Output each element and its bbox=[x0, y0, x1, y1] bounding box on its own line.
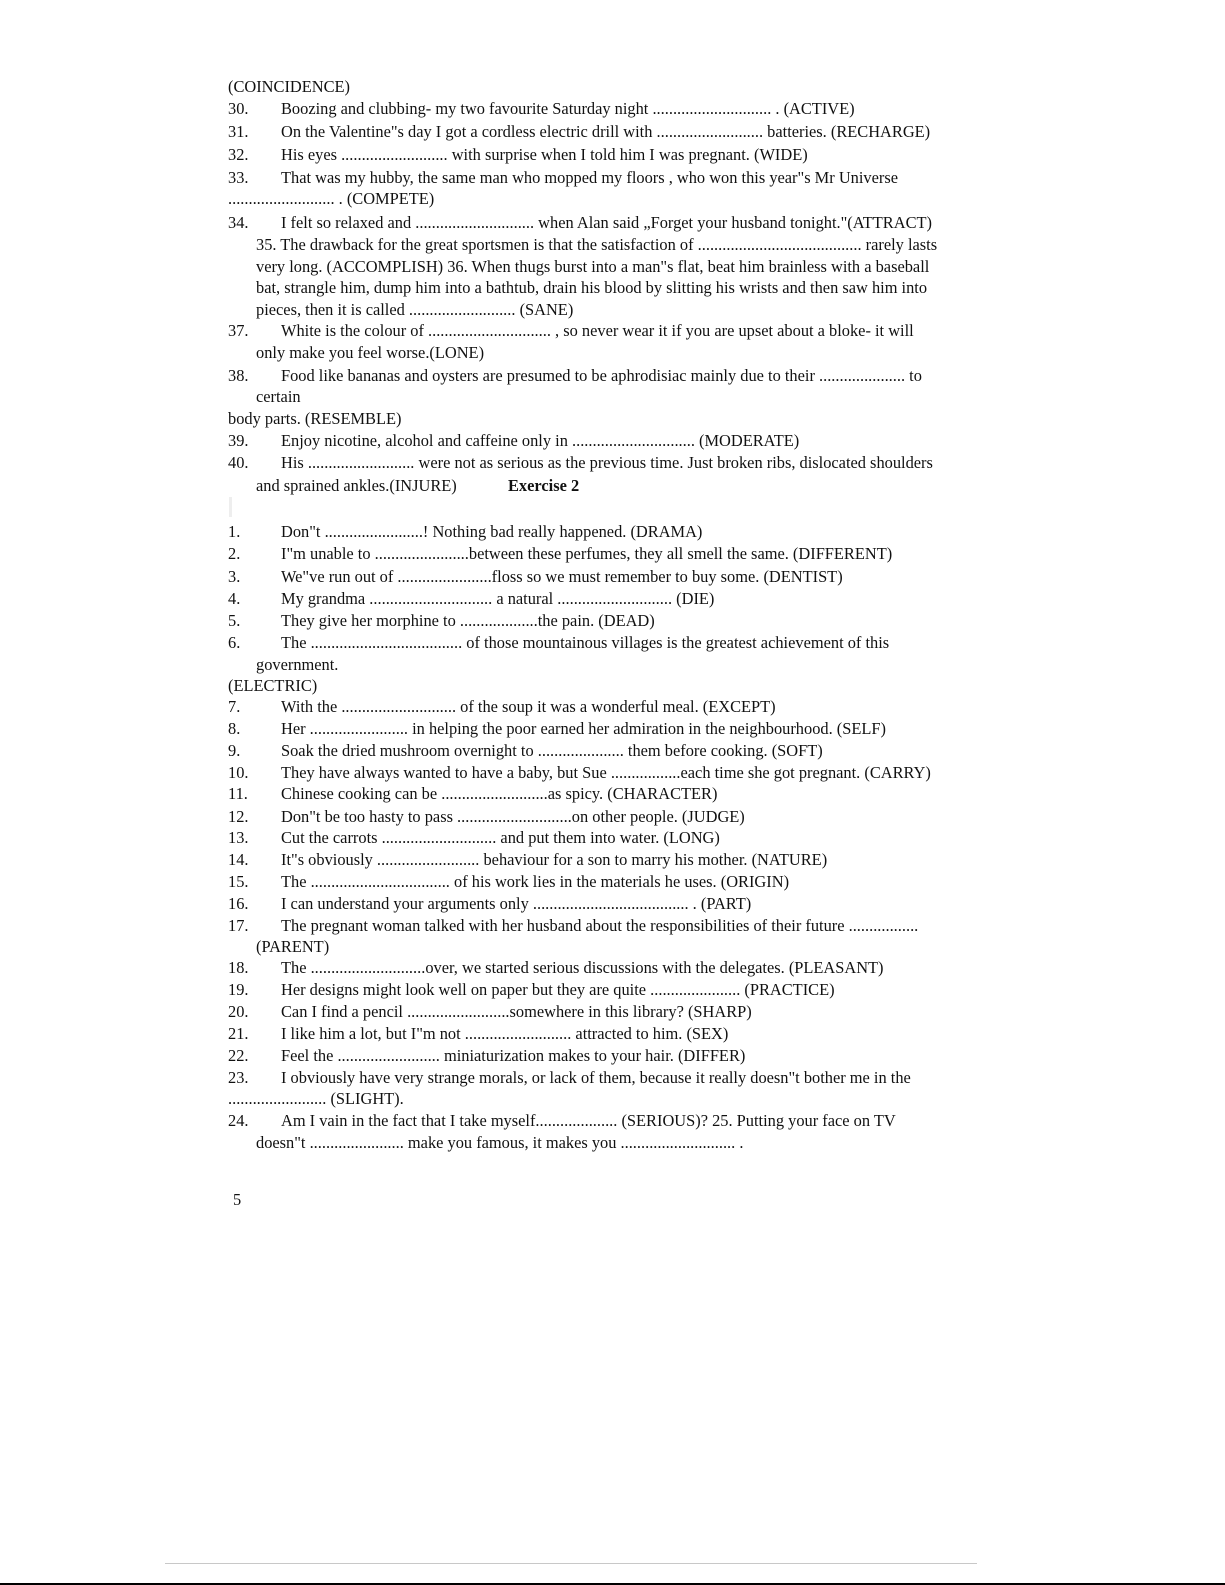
item-text-continued: .......................... . (COMPETE) bbox=[228, 189, 435, 208]
item-text: Food like bananas and oysters are presumed to be aphrodisiac mainly due to their ..................... to bbox=[281, 366, 922, 385]
item-number: 32. bbox=[228, 145, 249, 164]
item-text: I can understand your arguments only ...................................... . (PART) bbox=[281, 894, 752, 913]
item-number: 18. bbox=[228, 958, 249, 977]
item-text-continued: doesn"t ....................... make you famous, it makes you ............................ . bbox=[256, 1133, 744, 1152]
item-text-continued: only make you feel worse.(LONE) bbox=[256, 343, 485, 362]
item-number: 19. bbox=[228, 980, 249, 999]
paragraph-line: 35. The drawback for the great sportsmen is that the satisfaction of ........................................ rarely lasts bbox=[256, 235, 938, 254]
item-text: I obviously have very strange morals, or lack of them, because it really doesn"t bother me in the bbox=[281, 1068, 911, 1087]
item-number: 8. bbox=[228, 719, 241, 738]
item-number: 7. bbox=[228, 697, 241, 716]
item-text: My grandma .............................. a natural ............................ (DIE) bbox=[281, 589, 715, 608]
item-text: Soak the dried mushroom overnight to ..................... them before cooking. (SOFT) bbox=[281, 741, 823, 760]
item-text: The pregnant woman talked with her husband about the responsibilities of their future ................. bbox=[281, 916, 919, 935]
item-number: 15. bbox=[228, 872, 249, 891]
item-text: Her designs might look well on paper but they are quite ...................... (PRACTICE) bbox=[281, 980, 835, 999]
item-text: On the Valentine"s day I got a cordless electric drill with .......................... batteries. (RECHARGE) bbox=[281, 122, 931, 141]
item-text: It"s obviously ......................... behaviour for a son to marry his mother. (NATURE) bbox=[281, 850, 828, 869]
item-number: 1. bbox=[228, 522, 241, 541]
item-text: I felt so relaxed and ............................. when Alan said „Forget your husband tonight."(ATTRACT) bbox=[281, 213, 932, 232]
item-number: 12. bbox=[228, 807, 249, 826]
item-text: The ..................................... of those mountainous villages is the greatest achievement of this bbox=[281, 633, 890, 652]
item-text-continued: (ELECTRIC) bbox=[228, 676, 318, 695]
item-text: I like him a lot, but I"m not .......................... attracted to him. (SEX) bbox=[281, 1024, 729, 1043]
paragraph-line: pieces, then it is called .......................... (SANE) bbox=[256, 300, 574, 319]
item-text: Enjoy nicotine, alcohol and caffeine only in .............................. (MODERATE) bbox=[281, 431, 800, 450]
item-text: Don"t ........................! Nothing bad really happened. (DRAMA) bbox=[281, 522, 703, 541]
item-number: 40. bbox=[228, 453, 249, 472]
item-number: 24. bbox=[228, 1111, 249, 1130]
item-number: 9. bbox=[228, 741, 241, 760]
scan-artifact bbox=[229, 497, 232, 517]
page-divider bbox=[165, 1563, 977, 1564]
item-number: 2. bbox=[228, 544, 241, 563]
item-text: Can I find a pencil .........................somewhere in this library? (SHARP) bbox=[281, 1002, 752, 1021]
item-text: Feel the ......................... miniaturization makes to your hair. (DIFFER) bbox=[281, 1046, 746, 1065]
item-text: I"m unable to .......................between these perfumes, they all smell the same. (DIFFERENT) bbox=[281, 544, 893, 563]
item-number: 30. bbox=[228, 99, 249, 118]
item-text-continued: body parts. (RESEMBLE) bbox=[228, 409, 402, 428]
item-text: Her ........................ in helping the poor earned her admiration in the neighbourhood. (SELF) bbox=[281, 719, 886, 738]
item-number: 17. bbox=[228, 916, 249, 935]
item-number: 21. bbox=[228, 1024, 249, 1043]
item-text: That was my hubby, the same man who mopped my floors , who won this year"s Mr Universe bbox=[281, 168, 898, 187]
page-number: 5 bbox=[233, 1190, 242, 1209]
item-number: 20. bbox=[228, 1002, 249, 1021]
item-text: Am I vain in the fact that I take myself.................... (SERIOUS)? 25. Putting your face on TV bbox=[281, 1111, 896, 1130]
item-number: 23. bbox=[228, 1068, 249, 1087]
item-number: 5. bbox=[228, 611, 241, 630]
item-number: 13. bbox=[228, 828, 249, 847]
item-number: 3. bbox=[228, 567, 241, 586]
item-text: Don"t be too hasty to pass ............................on other people. (JUDGE) bbox=[281, 807, 745, 826]
item-text: They have always wanted to have a baby, but Sue .................each time she got pregnant. (CARRY) bbox=[281, 763, 931, 782]
item-number: 14. bbox=[228, 850, 249, 869]
item-text-continued: and sprained ankles.(INJURE) bbox=[256, 476, 457, 495]
item-text-continued: ........................ (SLIGHT). bbox=[228, 1089, 404, 1108]
item-text: Chinese cooking can be ..........................as spicy. (CHARACTER) bbox=[281, 784, 718, 803]
paragraph-line: bat, strangle him, dump him into a bathtub, drain his blood by slitting his wrists and then saw him into bbox=[256, 278, 928, 297]
item-text-continued: (PARENT) bbox=[256, 937, 330, 956]
paragraph-line: very long. (ACCOMPLISH) 36. When thugs burst into a man"s flat, beat him brainless with a baseball bbox=[256, 257, 930, 276]
item-text-continued: government. bbox=[256, 655, 339, 674]
item-number: 22. bbox=[228, 1046, 249, 1065]
item-number: 10. bbox=[228, 763, 249, 782]
item-text: His .......................... were not as serious as the previous time. Just broken ribs, dislocated shoulders bbox=[281, 453, 933, 472]
item-number: 37. bbox=[228, 321, 249, 340]
exercise-1-intro-text: (COINCIDENCE) bbox=[228, 77, 351, 96]
item-number: 33. bbox=[228, 168, 249, 187]
exercise-2-heading: Exercise 2 bbox=[508, 476, 580, 495]
item-text: The ............................over, we started serious discussions with the delegates. (PLEASANT) bbox=[281, 958, 884, 977]
item-number: 39. bbox=[228, 431, 249, 450]
item-text: They give her morphine to ...................the pain. (DEAD) bbox=[281, 611, 655, 630]
item-number: 34. bbox=[228, 213, 249, 232]
item-text: The .................................. of his work lies in the materials he uses. (ORIGIN) bbox=[281, 872, 790, 891]
item-number: 6. bbox=[228, 633, 241, 652]
item-number: 4. bbox=[228, 589, 241, 608]
item-text: With the ............................ of the soup it was a wonderful meal. (EXCEPT) bbox=[281, 697, 776, 716]
item-text: White is the colour of .............................. , so never wear it if you are upset about a bloke- it will bbox=[281, 321, 914, 340]
item-text: We"ve run out of .......................floss so we must remember to buy some. (DENTIST) bbox=[281, 567, 843, 586]
item-number: 38. bbox=[228, 366, 249, 385]
item-text: His eyes .......................... with surprise when I told him I was pregnant. (WIDE) bbox=[281, 145, 808, 164]
item-text: Boozing and clubbing- my two favourite Saturday night ............................. . (ACTIVE) bbox=[281, 99, 855, 118]
item-number: 31. bbox=[228, 122, 249, 141]
item-text-continued: certain bbox=[256, 387, 301, 406]
item-number: 11. bbox=[228, 784, 248, 803]
item-number: 16. bbox=[228, 894, 249, 913]
item-text: Cut the carrots ............................ and put them into water. (LONG) bbox=[281, 828, 720, 847]
